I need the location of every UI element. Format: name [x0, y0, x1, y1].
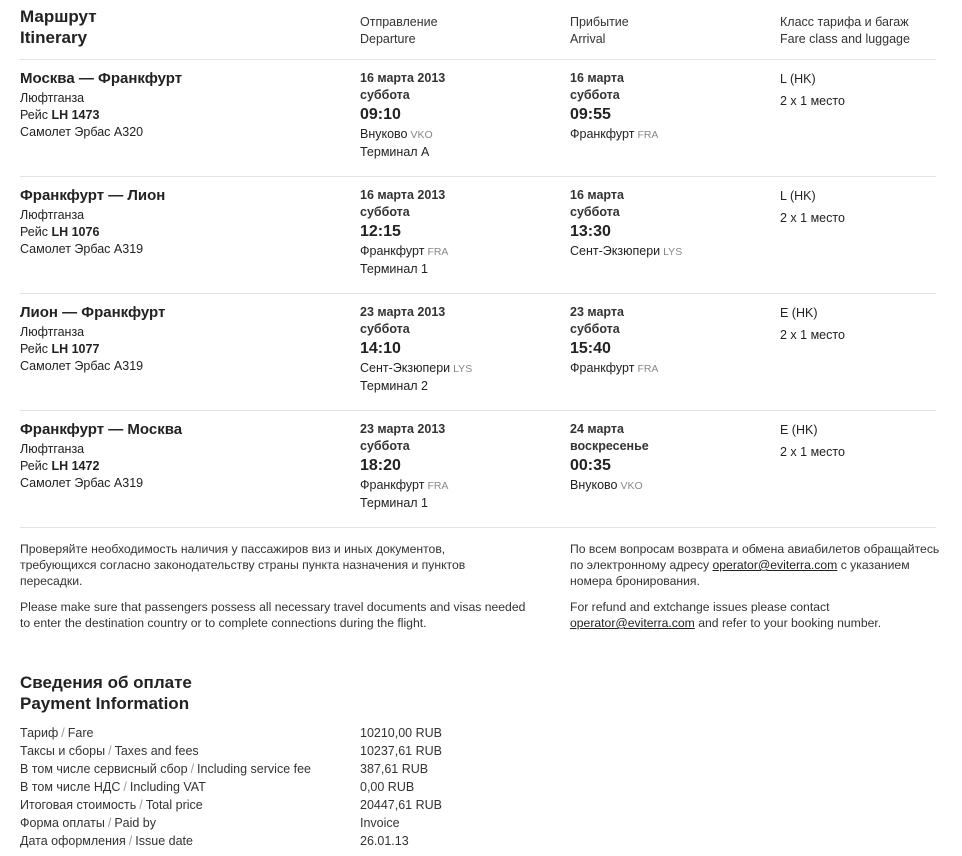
segment-arrival [570, 421, 649, 495]
segment-flight-info [20, 421, 182, 492]
departure-terminal: Терминал A [360, 145, 430, 159]
departure-header-ru: Отправление [360, 15, 438, 29]
payment-label-ru: Итоговая стоимость [20, 798, 137, 812]
payment-label-en: Fare [67, 726, 94, 740]
payment-value: 0,00 RUB [360, 780, 415, 794]
flight-number: LH 1472 [51, 459, 100, 473]
refund-en-text-after: and refer to your booking number. [698, 616, 882, 630]
luggage: 2 x 1 место [780, 445, 845, 459]
fare-class: L (HK) [780, 189, 816, 203]
flight-segment [20, 411, 936, 527]
departure-time: 18:20 [360, 457, 401, 474]
departure-time: 14:10 [360, 340, 401, 357]
fare-header-ru: Класс тарифа и багаж [780, 15, 909, 29]
departure-terminal: Терминал 1 [360, 496, 428, 510]
payment-label [20, 724, 93, 742]
itinerary-title-en: Itinerary [20, 28, 88, 47]
departure-airport-code: FRA [427, 246, 449, 258]
segment-arrival [570, 304, 658, 378]
departure-airport-name: Франкфурт [360, 244, 425, 258]
departure-day: суббота [360, 205, 410, 219]
payment-row [20, 832, 540, 850]
segment-route: Лион — Франкфурт [20, 304, 166, 321]
payment-title-ru: Сведения об оплате [20, 673, 192, 692]
arrival-airport-name: Франкфурт [570, 361, 635, 375]
payment-label-ru: Дата оформления [20, 834, 126, 848]
departure-date: 16 марта 2013 [360, 188, 446, 202]
arrival-header-ru: Прибытие [570, 15, 629, 29]
divider [20, 527, 936, 528]
departure-time: 12:15 [360, 223, 401, 240]
departure-day: суббота [360, 322, 410, 336]
arrival-airport-code: FRA [637, 129, 659, 141]
refund-note-ru [570, 541, 940, 589]
segment-aircraft: Самолет Эрбас А319 [20, 242, 144, 256]
segment-fare [780, 302, 845, 346]
departure-airport [360, 360, 472, 378]
segment-departure [360, 304, 472, 395]
itinerary-title [20, 6, 97, 48]
arrival-date: 23 марта [570, 305, 624, 319]
segment-arrival [570, 70, 658, 144]
segment-flight [20, 458, 182, 475]
segment-airline: Люфтганза [20, 442, 85, 456]
label-separator: / [139, 798, 143, 812]
arrival-date: 24 марта [570, 422, 624, 436]
payment-row [20, 724, 540, 742]
payment-label [20, 796, 203, 814]
departure-airport [360, 126, 445, 144]
arrival-date: 16 марта [570, 188, 624, 202]
departure-time: 09:10 [360, 106, 401, 123]
payment-label-ru: В том числе сервисный сбор [20, 762, 188, 776]
fare-class: E (HK) [780, 423, 818, 437]
segment-flight-info [20, 187, 165, 258]
segment-fare [780, 185, 845, 229]
flight-segment [20, 294, 936, 410]
departure-airport-name: Франкфурт [360, 478, 425, 492]
payment-label-en: Taxes and fees [114, 744, 199, 758]
refund-ru-text-after: с указанием номера бронирования. [570, 558, 910, 588]
itinerary-title-ru: Маршрут [20, 7, 97, 26]
departure-airport-code: FRA [427, 480, 449, 492]
arrival-airport-code: FRA [637, 363, 659, 375]
itinerary-header [20, 6, 936, 60]
segment-aircraft: Самолет Эрбас А319 [20, 359, 144, 373]
payment-row [20, 760, 540, 778]
refund-ru-text: По всем вопросам возврата и обмена авиабилетов обращайтесь по электронному адресу [570, 542, 940, 572]
luggage: 2 x 1 место [780, 211, 845, 225]
payment-value: 26.01.13 [360, 834, 409, 848]
segment-departure [360, 421, 448, 512]
arrival-date: 16 марта [570, 71, 624, 85]
arrival-airport-name: Сент-Экзюпери [570, 244, 661, 258]
arrival-day: суббота [570, 205, 620, 219]
refund-en-text: For refund and extchange issues please contact [570, 600, 830, 614]
departure-airport [360, 243, 448, 261]
payment-row [20, 742, 540, 760]
flight-prefix: Рейс [20, 459, 48, 473]
segment-fare [780, 419, 845, 463]
refund-note-en [570, 599, 940, 631]
payment-label-en: Paid by [114, 816, 157, 830]
departure-day: суббота [360, 439, 410, 453]
departure-day: суббота [360, 88, 410, 102]
payment-label-en: Total price [145, 798, 203, 812]
payment-label-ru: Таксы и сборы [20, 744, 106, 758]
luggage: 2 x 1 место [780, 328, 845, 342]
arrival-airport-name: Внуково [570, 478, 618, 492]
payment-label [20, 778, 206, 796]
flight-number: LH 1473 [51, 108, 100, 122]
flight-segment [20, 60, 936, 176]
departure-header-en: Departure [360, 32, 416, 46]
arrival-day: воскресенье [570, 439, 649, 453]
segment-airline: Люфтганза [20, 325, 85, 339]
departure-header [360, 14, 438, 48]
arrival-day: суббота [570, 322, 620, 336]
payment-label-ru: В том числе НДС [20, 780, 121, 794]
email-link[interactable]: operator@eviterra.com [570, 616, 695, 630]
segment-flight [20, 341, 165, 358]
flight-prefix: Рейс [20, 342, 48, 356]
segment-fare [780, 68, 845, 112]
segment-flight-info [20, 70, 182, 141]
segment-flight [20, 224, 165, 241]
payment-value: Invoice [360, 816, 400, 830]
fare-header-en: Fare class and luggage [780, 32, 910, 46]
segment-arrival [570, 187, 682, 261]
label-separator: / [128, 834, 133, 848]
segment-aircraft: Самолет Эрбас А319 [20, 476, 144, 490]
departure-airport-name: Внуково [360, 127, 408, 141]
segment-airline: Люфтганза [20, 91, 85, 105]
payment-label [20, 742, 199, 760]
payment-value: 10237,61 RUB [360, 744, 443, 758]
fare-header [780, 14, 910, 48]
label-separator: / [190, 762, 195, 776]
payment-row [20, 796, 540, 814]
arrival-time: 00:35 [570, 457, 611, 474]
fare-class: L (HK) [780, 72, 816, 86]
payment-label-ru: Форма оплаты [20, 816, 105, 830]
payment-value: 387,61 RUB [360, 762, 429, 776]
arrival-time: 09:55 [570, 106, 611, 123]
departure-airport-code: LYS [453, 363, 473, 375]
segment-route: Франкфурт — Москва [20, 421, 183, 438]
payment-label [20, 760, 311, 778]
label-separator: / [107, 816, 112, 830]
arrival-airport-code: VKO [620, 480, 643, 492]
departure-terminal: Терминал 1 [360, 262, 428, 276]
fare-class: E (HK) [780, 306, 818, 320]
payment-label-en: Including VAT [129, 780, 206, 794]
departure-terminal: Терминал 2 [360, 379, 428, 393]
luggage: 2 x 1 место [780, 94, 845, 108]
visa-note-en: Please make sure that passengers possess all necessary travel documents and visas needed to enter the destination country or to complete connections during the flight. [20, 600, 526, 630]
arrival-time: 15:40 [570, 340, 611, 357]
arrival-airport [570, 477, 649, 495]
departure-airport-code: VKO [410, 129, 433, 141]
payment-row [20, 778, 540, 796]
payment-table [20, 724, 540, 850]
segment-flight [20, 107, 182, 124]
segment-route: Франкфурт — Лион [20, 187, 166, 204]
segment-departure [360, 70, 445, 161]
label-separator: / [123, 780, 127, 794]
arrival-time: 13:30 [570, 223, 611, 240]
arrival-airport-name: Франкфурт [570, 127, 635, 141]
label-separator: / [108, 744, 112, 758]
flight-segment [20, 177, 936, 293]
arrival-day: суббота [570, 88, 620, 102]
segment-airline: Люфтганза [20, 208, 85, 222]
segment-departure [360, 187, 448, 278]
departure-airport [360, 477, 448, 495]
payment-label-ru: Тариф [20, 726, 59, 740]
departure-date: 16 марта 2013 [360, 71, 446, 85]
payment-value: 20447,61 RUB [360, 798, 443, 812]
payment-title [20, 672, 192, 714]
payment-label [20, 832, 193, 850]
payment-label-en: Including service fee [197, 762, 311, 776]
arrival-airport [570, 360, 658, 378]
payment-label-en: Issue date [135, 834, 193, 848]
arrival-header-en: Arrival [570, 32, 606, 46]
label-separator: / [61, 726, 65, 740]
arrival-airport-code: LYS [663, 246, 683, 258]
segment-aircraft: Самолет Эрбас А320 [20, 125, 144, 139]
departure-date: 23 марта 2013 [360, 305, 446, 319]
visa-note-ru: Проверяйте необходимость наличия у пассажиров виз и иных документов, требующихся согласно законодательству страны пункта назначения и пунктов пересадки. [20, 542, 466, 588]
payment-label [20, 814, 156, 832]
departure-airport-name: Сент-Экзюпери [360, 361, 451, 375]
payment-value: 10210,00 RUB [360, 726, 443, 740]
departure-date: 23 марта 2013 [360, 422, 446, 436]
flight-number: LH 1077 [51, 342, 100, 356]
arrival-airport [570, 126, 658, 144]
flight-prefix: Рейс [20, 225, 48, 239]
payment-row [20, 814, 540, 832]
payment-title-en: Payment Information [20, 694, 190, 713]
flight-number: LH 1076 [51, 225, 100, 239]
flight-prefix: Рейс [20, 108, 48, 122]
arrival-airport [570, 243, 682, 261]
arrival-header [570, 14, 629, 48]
email-link[interactable]: operator@eviterra.com [712, 558, 838, 572]
segment-route: Москва — Франкфурт [20, 70, 183, 87]
segment-flight-info [20, 304, 165, 375]
